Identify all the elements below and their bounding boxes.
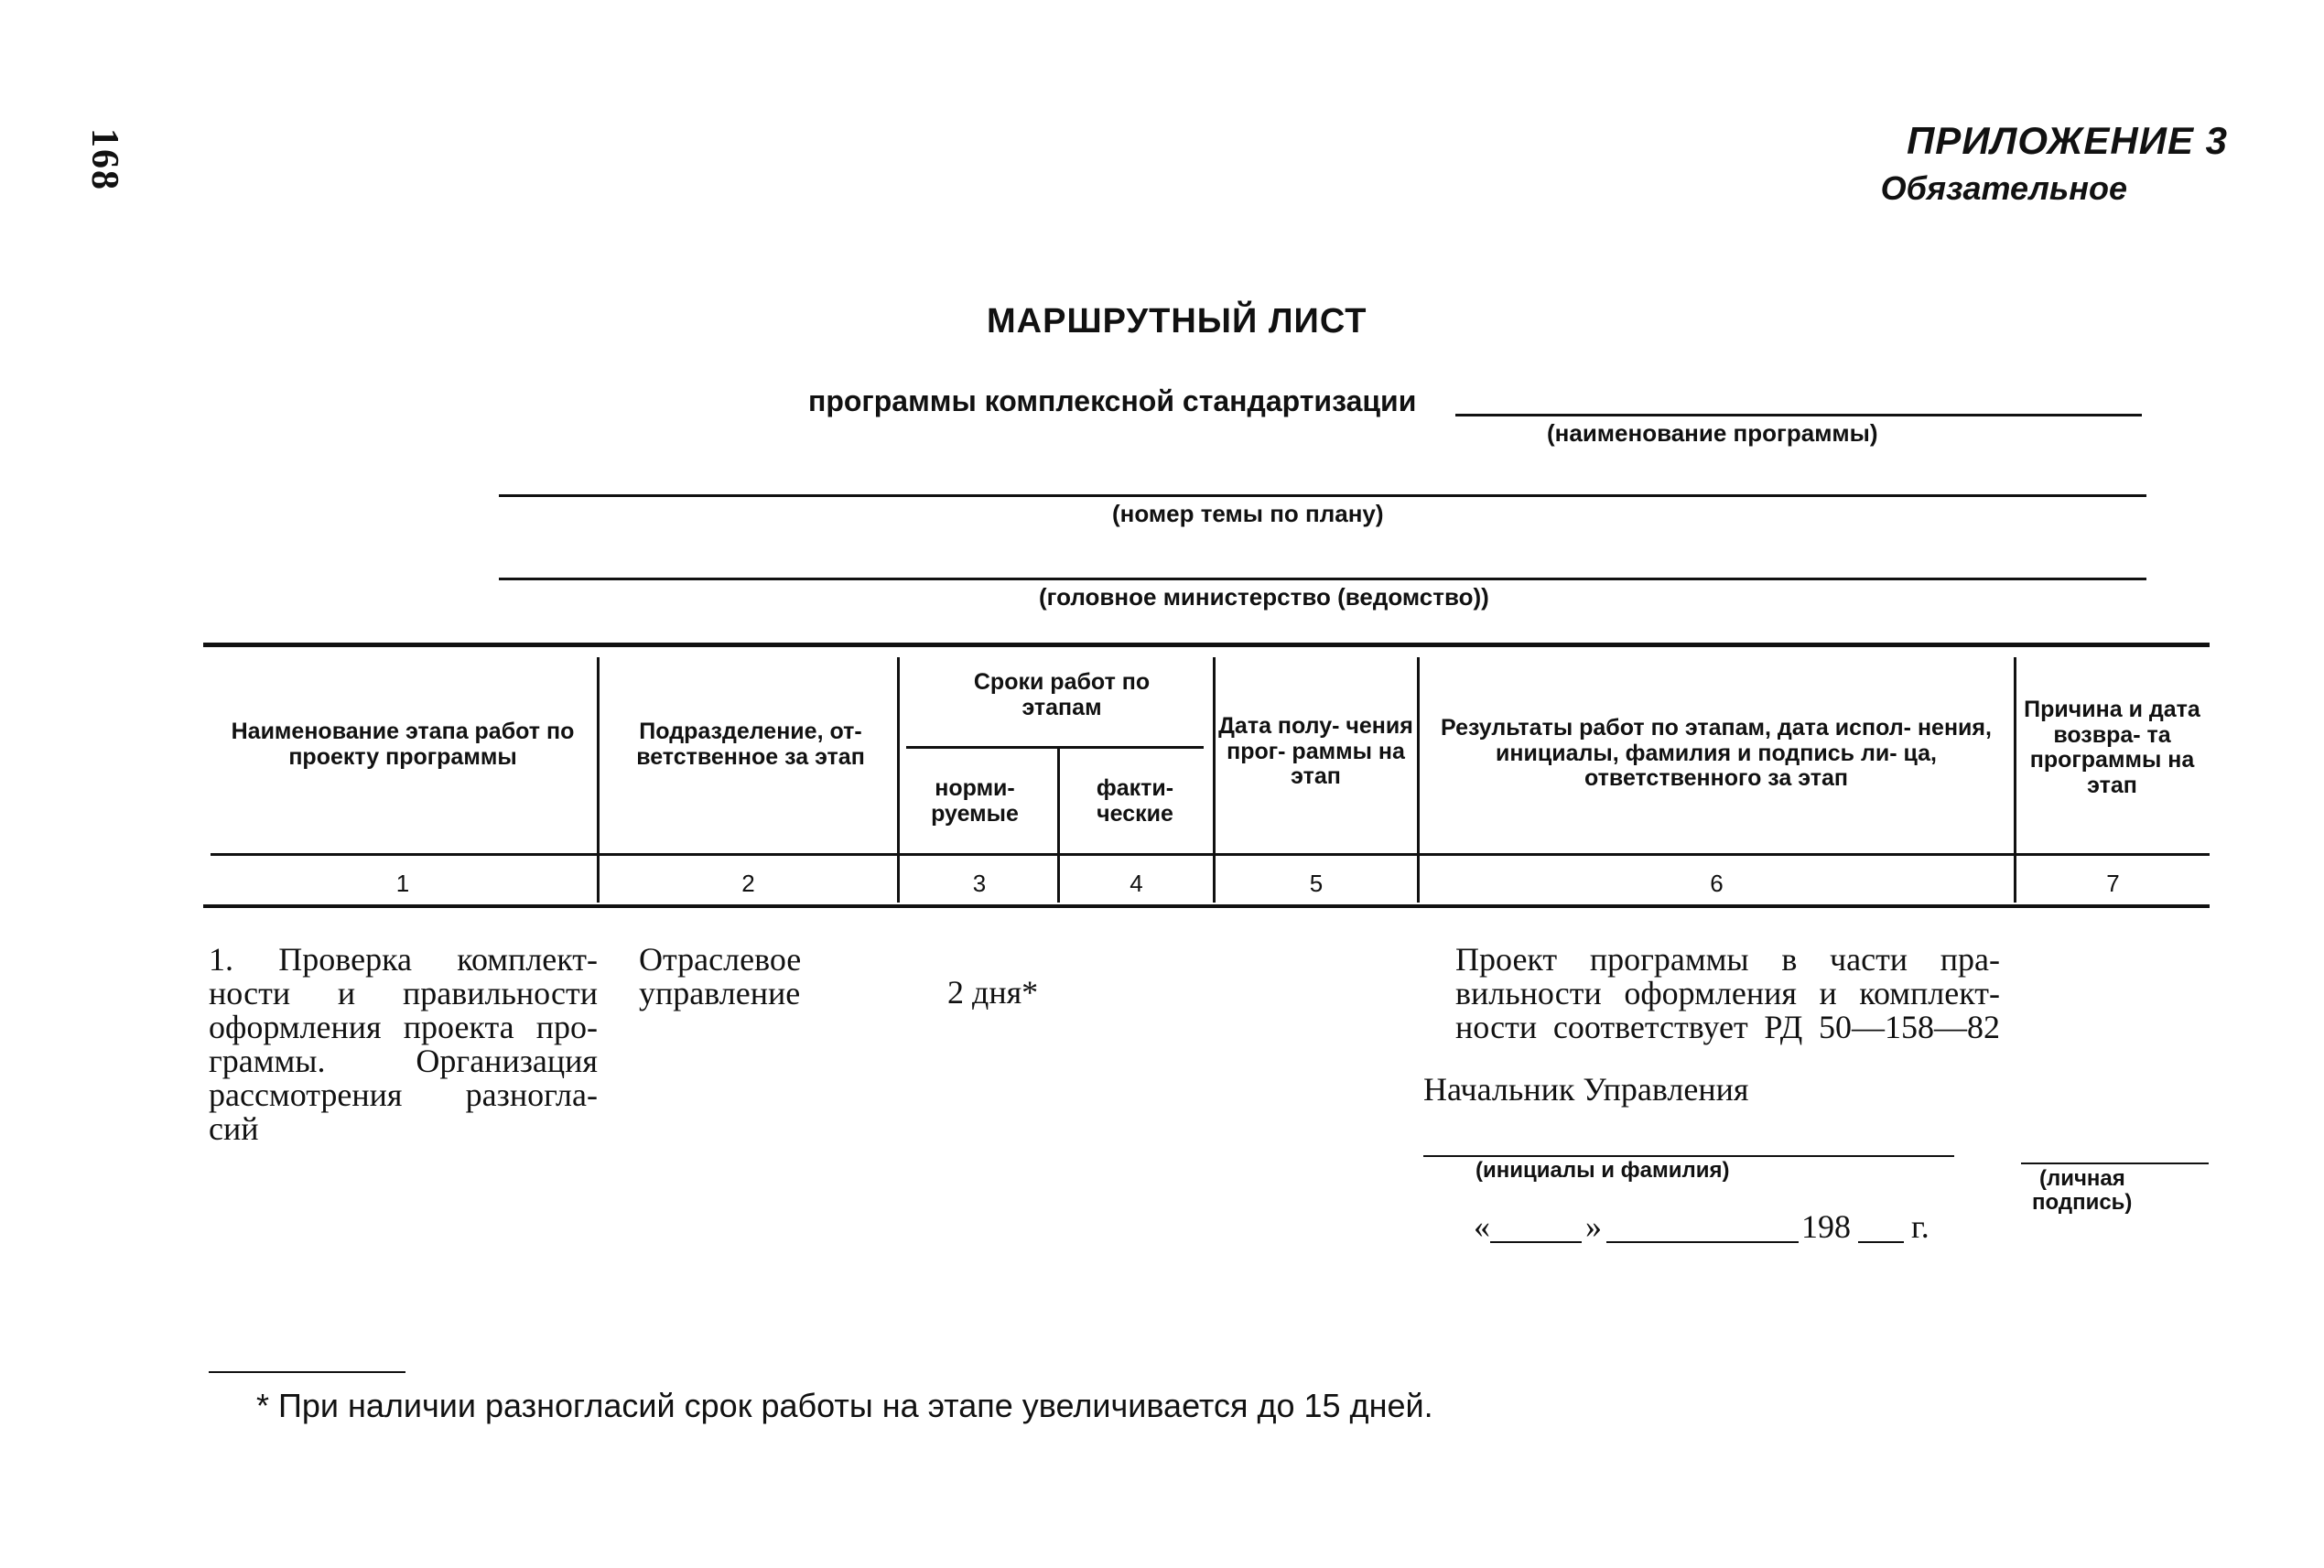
date-day-line	[1490, 1241, 1582, 1243]
header-department: Подразделение, от- ветственное за этап	[636, 719, 865, 770]
row1-stage-line: рассмотрения разногла-	[209, 1076, 598, 1114]
date-close-quote: »	[1585, 1208, 1602, 1245]
column-number-6: 6	[1710, 870, 1724, 897]
caption-initials: (инициалы и фамилия)	[1475, 1158, 1730, 1183]
date-year-prefix: 198	[1801, 1208, 1851, 1245]
row1-stage-line: сий	[209, 1110, 259, 1148]
row1-department	[639, 943, 877, 1011]
table-bottom-rule	[203, 904, 2210, 908]
col-divider-5	[1417, 657, 1420, 903]
page-number: 168	[83, 128, 125, 191]
document-title: МАРШРУТНЫЙ ЛИСТ	[987, 302, 1367, 341]
appendix-note: Обязательное	[1880, 169, 2127, 207]
date-year-line	[1858, 1241, 1904, 1243]
caption-theme-number: (номер темы по плану)	[1112, 500, 1384, 527]
header-return-reason: Причина и дата возвра- та программы на этап	[2024, 697, 2200, 798]
document-subtitle: программы комплексной стандартизации	[808, 384, 1417, 417]
row1-results	[1455, 943, 2000, 1044]
initials-line	[1423, 1155, 1954, 1157]
date-year-suffix: г.	[1911, 1208, 1929, 1245]
caption-signature-line: (личная	[2039, 1166, 2125, 1191]
ministry-line	[499, 578, 2146, 580]
footnote: * При наличии разногласий срок работы на этапе увеличивается до 15 дней.	[256, 1387, 1433, 1424]
row1-stage-name	[209, 943, 598, 1146]
date-open-quote: «	[1474, 1208, 1490, 1245]
caption-signature	[2032, 1166, 2133, 1216]
table-top-rule	[203, 643, 2210, 647]
column-number-3: 3	[972, 870, 987, 897]
row1-stage-line: оформления проекта про-	[209, 1009, 598, 1046]
header-receipt-date: Дата полу- чения прог- раммы на этап	[1218, 713, 1413, 789]
row1-stage-line: ности и правильности	[209, 975, 598, 1012]
row1-term-normative: 2 дня*	[947, 974, 1039, 1011]
row1-result-line: ности соответствует РД 50—158—82	[1455, 1009, 2000, 1046]
row1-result-line: Проект программы в части пра-	[1455, 941, 2000, 978]
table-header-rule	[211, 853, 2210, 856]
column-number-7: 7	[2106, 870, 2120, 897]
column-number-4: 4	[1130, 870, 1143, 897]
terms-subheader-rule	[906, 746, 1204, 749]
theme-number-line	[499, 494, 2146, 497]
caption-program-name: (наименование программы)	[1547, 419, 1878, 447]
column-number-5: 5	[1309, 870, 1324, 897]
col-divider-2	[897, 657, 900, 903]
column-number-2: 2	[741, 870, 755, 897]
row1-stage-line: 1. Проверка комплект-	[209, 941, 598, 978]
col-divider-4	[1213, 657, 1216, 903]
header-terms-group: Сроки работ по этапам	[973, 669, 1151, 720]
signature-line	[2021, 1162, 2209, 1164]
header-terms-normative: норми- руемые	[931, 775, 1019, 827]
row1-department-line: управление	[639, 975, 801, 1012]
header-results: Результаты работ по этапам, дата испол- нения, инициалы, фамилия и подпись ли- ца, ответственного за этап	[1441, 715, 1992, 791]
col-divider-1	[597, 657, 600, 903]
row1-department-line: Отраслевое	[639, 941, 802, 978]
caption-signature-line: подпись)	[2032, 1190, 2133, 1216]
program-name-line	[1455, 414, 2142, 416]
header-stage-name: Наименование этапа работ по проекту программы	[231, 719, 575, 770]
col-divider-6	[2014, 657, 2016, 903]
row1-signer-title: Начальник Управления	[1423, 1071, 1749, 1108]
column-number-1: 1	[395, 870, 410, 897]
header-terms-actual: факти- ческие	[1096, 775, 1174, 827]
footnote-rule	[209, 1371, 405, 1373]
appendix-title: ПРИЛОЖЕНИЕ 3	[1907, 119, 2228, 162]
row1-stage-line: граммы. Организация	[209, 1043, 598, 1080]
caption-ministry: (головное министерство (ведомство))	[1039, 583, 1489, 611]
date-month-line	[1606, 1241, 1799, 1243]
row1-result-line: вильности оформления и комплект-	[1455, 975, 2000, 1012]
